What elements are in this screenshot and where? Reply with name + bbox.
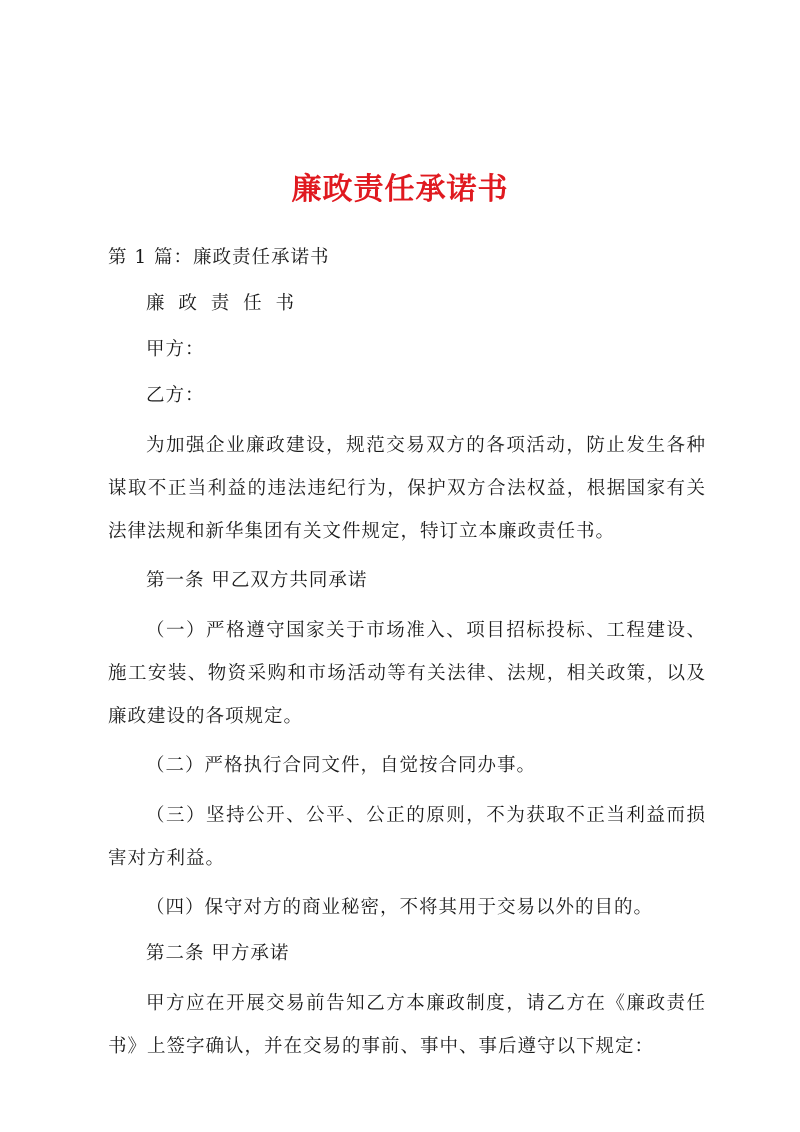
article-2-paragraph: 甲方应在开展交易前告知乙方本廉政制度，请乙方在《廉政责任书》上签字确认，并在交易的事前、事中、事后遵守以下规定：: [108, 993, 706, 1057]
article-1-item-4: （四）保守对方的商业秘密，不将其用于交易以外的目的。: [146, 897, 654, 918]
article-2-heading: 第二条 甲方承诺: [146, 943, 290, 964]
article-1-heading: 第一条 甲乙双方共同承诺: [146, 570, 368, 591]
article-1-item-2: （二）严格执行合同文件，自觉按合同办事。: [146, 755, 537, 776]
document-title: 廉政责任承诺书: [291, 172, 509, 207]
document-body: [108, 240, 706, 1068]
article-1-item-1: （一）严格遵守国家关于市场准入、项目招标投标、工程建设、施工安装、物资采购和市场活动等有关法律、法规，相关政策，以及廉政建设的各项规定。: [108, 620, 706, 727]
subtitle: 廉 政 责 任 书: [146, 293, 299, 314]
section-heading: 第 1 篇：廉政责任承诺书: [108, 247, 330, 268]
article-1-item-3: （三）坚持公开、公平、公正的原则，不为获取不正当利益而损害对方利益。: [108, 805, 706, 869]
party-a-label: 甲方：: [146, 339, 205, 360]
intro-paragraph: 为加强企业廉政建设，规范交易双方的各项活动，防止发生各种谋取不正当利益的违法违纪行为，保护双方合法权益，根据国家有关法律法规和新华集团有关文件规定，特订立本廉政责任书。: [108, 435, 706, 542]
party-b-label: 乙方：: [146, 385, 205, 406]
